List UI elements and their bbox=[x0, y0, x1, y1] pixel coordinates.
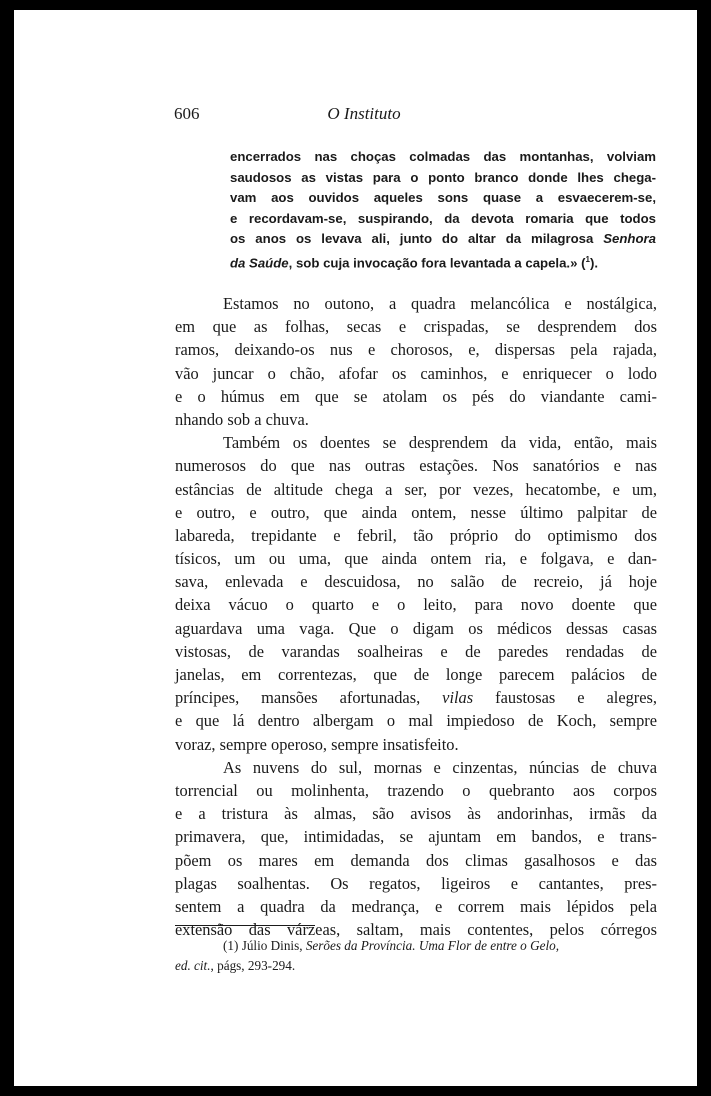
footnote-line: (1) Júlio Dinis, Serões da Província. Uma Flor de entre o Gelo, bbox=[223, 938, 560, 953]
cited-work: Serões da Província. Uma Flor de entre o Gelo, bbox=[305, 938, 560, 953]
text-line: Estamos no outono, a quadra melancólica e nostálgica, bbox=[223, 294, 657, 313]
quote-line: da Saúde, sob cuja invocação fora levantada a capela.» ($^1$). bbox=[230, 254, 598, 270]
text-line: aguardava uma vaga. Que o digam os médicos dessas casas bbox=[175, 618, 657, 638]
quote-line: e recordavam-se, suspirando, da devota romaria que todos bbox=[230, 210, 656, 226]
text-line: janelas, em correntezas, que de longe parecem palácios de bbox=[175, 665, 657, 684]
footnote-divider bbox=[175, 925, 315, 926]
footnote-line bbox=[175, 956, 657, 976]
body-text bbox=[175, 292, 657, 941]
page-header bbox=[174, 104, 574, 128]
italic-term: da Saúde bbox=[230, 254, 289, 270]
text-line: e outro, e outro, que ainda ontem, nesse último palpitar de bbox=[175, 502, 657, 522]
text-line: vistosas, de varandas soalheiras e de paredes rendadas de bbox=[175, 641, 657, 661]
quote-line: encerrados nas choças colmadas das montanhas, volviam bbox=[230, 149, 656, 164]
quote-line: vam aos ouvidos aqueles sons quase a esvaecerem-se, bbox=[230, 190, 656, 205]
text-line: extensão das várzeas, saltam, mais contentes, pelos córregos bbox=[175, 920, 657, 940]
text-line: As nuvens do sul, mornas e cinzentas, núncias de chuva bbox=[223, 757, 657, 777]
text-line: voraz, sempre operoso, sempre insatisfeito. bbox=[175, 734, 459, 754]
text-line: Também os doentes se desprendem da vida, então, mais bbox=[223, 433, 657, 453]
italic-term: vilas bbox=[442, 688, 474, 708]
quote-line: saudosos as vistas para o ponto branco donde lhes chega- bbox=[230, 169, 656, 185]
text-line: vão juncar o chão, afofar os caminhos, e enriquecer o lodo bbox=[175, 363, 657, 383]
text-line: numerosos do que nas outras estações. Nos sanatórios e nas bbox=[175, 456, 657, 476]
italic-term: Senhora bbox=[603, 231, 656, 246]
citation-abbrev: ed. cit. bbox=[175, 958, 211, 973]
text-line: príncipes, mansões afortunadas, vilas faustosas e alegres, bbox=[175, 688, 657, 708]
text-line: estâncias de altitude chega a ser, por vezes, hecatombe, e um, bbox=[175, 479, 657, 499]
footnote bbox=[175, 936, 657, 976]
text-line: deixa vácuo o quarto e o leito, para novo doente que bbox=[175, 595, 657, 615]
book-page bbox=[14, 10, 697, 1086]
text-line: torrencial ou molinhenta, trazendo o quebranto aos corpos bbox=[175, 780, 657, 800]
text-line: tísicos, um ou uma, que ainda ontem ria, e folgava, e dan- bbox=[175, 549, 657, 569]
citation-pages: , págs, 293-294. bbox=[210, 958, 296, 973]
text-line: labareda, trepidante e febril, tão próprio do optimismo dos bbox=[175, 525, 657, 545]
text-line: sava, enlevada e descuidosa, no salão de recreio, já hoje bbox=[175, 572, 657, 592]
text-line: e que lá dentro albergam o mal impiedoso de Koch, sempre bbox=[175, 711, 657, 731]
text-line: plagas soalhentas. Os regatos, ligeiros e cantantes, pres- bbox=[175, 873, 657, 893]
footnote-marker: (1) bbox=[223, 938, 239, 953]
text-line: primavera, que, intimidadas, se ajuntam em bandos, e trans- bbox=[175, 827, 657, 847]
text-line: põem os mares em demanda dos climas gasalhosos e das bbox=[175, 850, 657, 870]
quote-line: os anos os levava ali, junto do altar da milagrosa Senhora bbox=[230, 231, 656, 246]
text-line: em que as folhas, secas e crispadas, se desprendem dos bbox=[175, 317, 657, 337]
text-line: nhando sob a chuva. bbox=[175, 409, 309, 429]
running-title: O Instituto bbox=[327, 104, 401, 123]
text-line: ramos, deixando-os nus e chorosos, e, dispersas pela rajada, bbox=[175, 340, 657, 360]
footnote-ref: 1 bbox=[585, 254, 590, 264]
text-line: sentem a quadra da medrança, e correm mais lépidos pela bbox=[175, 896, 657, 916]
page-number: 606 bbox=[174, 104, 200, 123]
text-line: e o húmus em que se atolam os pés do viandante cami- bbox=[175, 386, 657, 406]
text-line: e a tristura às almas, são avisos às andorinhas, irmãs da bbox=[175, 804, 657, 824]
quoted-passage bbox=[230, 147, 656, 270]
